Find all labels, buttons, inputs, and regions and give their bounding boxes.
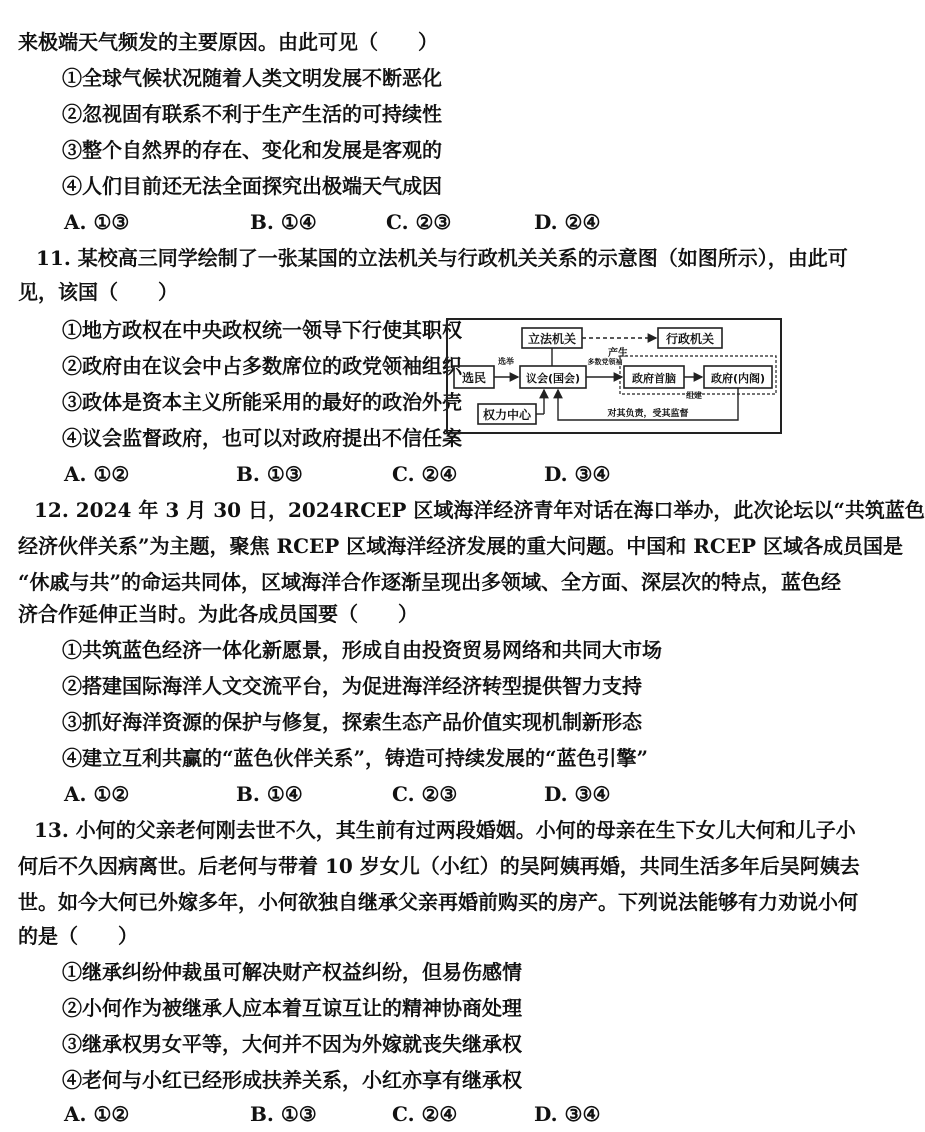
elect-label: 选举 [498, 357, 514, 366]
q12-stem-line-3: “休戚与共”的命运共同体，区域海洋合作逐渐呈现出多领域、全方面、深层次的特点，蓝色经 [18, 570, 842, 594]
q12-item-1: ①共筑蓝色经济一体化新愿景，形成自由投资贸易网络和共同大市场 [62, 638, 662, 662]
q12-options [64, 782, 784, 806]
q11-stem-line-2: 见，该国（ ） [18, 280, 178, 304]
q10-item-2: ②忽视固有联系不利于生产生活的可持续性 [62, 102, 442, 126]
majority-leader-label: 多数党领袖 [587, 358, 623, 366]
q12-option-c[interactable]: C. ②③ [392, 782, 458, 806]
q11-item-1: ①地方政权在中央政权统一领导下行使其职权 [62, 318, 462, 342]
q13-option-c[interactable]: C. ②④ [392, 1102, 458, 1126]
q13-stem-line-2: 何后不久因病离世。后老何与带着 10 岁女儿（小红）的吴阿姨再婚，共同生活多年后吴阿姨去 [18, 854, 860, 878]
q10-option-a[interactable]: A. ①③ [64, 210, 130, 234]
q13-stem-line-1: 13. 小何的父亲老何刚去世不久，其生前有过两段婚姻。小何的母亲在生下女儿大何和儿子小 [34, 818, 856, 842]
government-label: 政府(内阁) [710, 372, 766, 385]
q10-option-c[interactable]: C. ②③ [386, 210, 452, 234]
organize-label: 组建 [686, 391, 702, 400]
executive-label: 行政机关 [665, 332, 715, 346]
q10-option-d[interactable]: D. ②④ [534, 210, 601, 234]
q10-item-1: ①全球气候状况随着人类文明发展不断恶化 [62, 66, 442, 90]
q13-item-3: ③继承权男女平等，大何并不因为外嫁就丧失继承权 [62, 1032, 522, 1056]
q13-option-a[interactable]: A. ①② [64, 1102, 130, 1126]
q12-option-a[interactable]: A. ①② [64, 782, 130, 806]
q11-option-d[interactable]: D. ③④ [544, 462, 611, 486]
q13-option-b[interactable]: B. ①③ [250, 1102, 317, 1126]
q11-option-c[interactable]: C. ②④ [392, 462, 458, 486]
q10-item-3: ③整个自然界的存在、变化和发展是客观的 [62, 138, 442, 162]
parliament-label: 议会(国会) [525, 372, 581, 385]
q11-option-b[interactable]: B. ①③ [236, 462, 303, 486]
q13-item-4: ④老何与小红已经形成扶养关系，小红亦享有继承权 [62, 1068, 522, 1092]
legislature-label: 立法机关 [527, 332, 577, 346]
q11-item-4: ④议会监督政府，也可以对政府提出不信任案 [62, 426, 462, 450]
q12-item-2: ②搭建国际海洋人文交流平台，为促进海洋经济转型提供智力支持 [62, 674, 642, 698]
q13-stem-line-3: 世。如今大何已外嫁多年，小何欲独自继承父亲再婚前购买的房产。下列说法能够有力劝说小何 [18, 890, 858, 914]
head-of-government-label: 政府首脑 [632, 372, 676, 385]
q11-item-3: ③政体是资本主义所能采用的最好的政治外壳 [62, 390, 462, 414]
q12-stem-line-2: 经济伙伴关系”为主题，聚焦 RCEP 区域海洋经济发展的重大问题。中国和 RCEP 区域各成员国是 [18, 534, 903, 558]
legislature-executive-diagram [446, 318, 782, 434]
diagram-svg [448, 320, 780, 432]
voters-label: 选民 [461, 371, 487, 385]
q13-option-d[interactable]: D. ③④ [534, 1102, 601, 1126]
produce-label: 产生 [608, 348, 628, 359]
q10-item-4: ④人们目前还无法全面探究出极端天气成因 [62, 174, 442, 198]
q10-options [64, 210, 784, 234]
q11-option-a[interactable]: A. ①② [64, 462, 130, 486]
q13-item-1: ①继承纠纷仲裁虽可解决财产权益纠纷，但易伤感情 [62, 960, 522, 984]
q12-item-4: ④建立互利共赢的“蓝色伙伴关系”，铸造可持续发展的“蓝色引擎” [62, 746, 649, 770]
q12-stem-line-1: 12. 2024 年 3 月 30 日，2024RCEP 区域海洋经济青年对话在海口举办，此次论坛以“共筑蓝色 [34, 498, 925, 522]
q13-stem-line-4: 的是（ ） [18, 924, 138, 948]
q12-item-3: ③抓好海洋资源的保护与修复，探索生态产品价值实现机制新形态 [62, 710, 642, 734]
accountability-label: 对其负责，受其监督 [607, 409, 689, 419]
q11-item-2: ②政府由在议会中占多数席位的政党领袖组织 [62, 354, 462, 378]
q10-option-b[interactable]: B. ①④ [250, 210, 317, 234]
q12-option-d[interactable]: D. ③④ [544, 782, 611, 806]
q12-option-b[interactable]: B. ①④ [236, 782, 303, 806]
q11-options [64, 462, 784, 486]
q12-stem-line-4: 济合作延伸正当时。为此各成员国要（ ） [18, 602, 418, 626]
q11-stem-line-1: 11. 某校高三同学绘制了一张某国的立法机关与行政机关关系的示意图（如图所示），由此可 [36, 246, 848, 270]
power-center-label: 权力中心 [482, 408, 532, 422]
q10-stem-tail: 来极端天气频发的主要原因。由此可见（ ） [18, 30, 438, 54]
q13-item-2: ②小何作为被继承人应本着互谅互让的精神协商处理 [62, 996, 522, 1020]
q13-options [64, 1102, 784, 1126]
